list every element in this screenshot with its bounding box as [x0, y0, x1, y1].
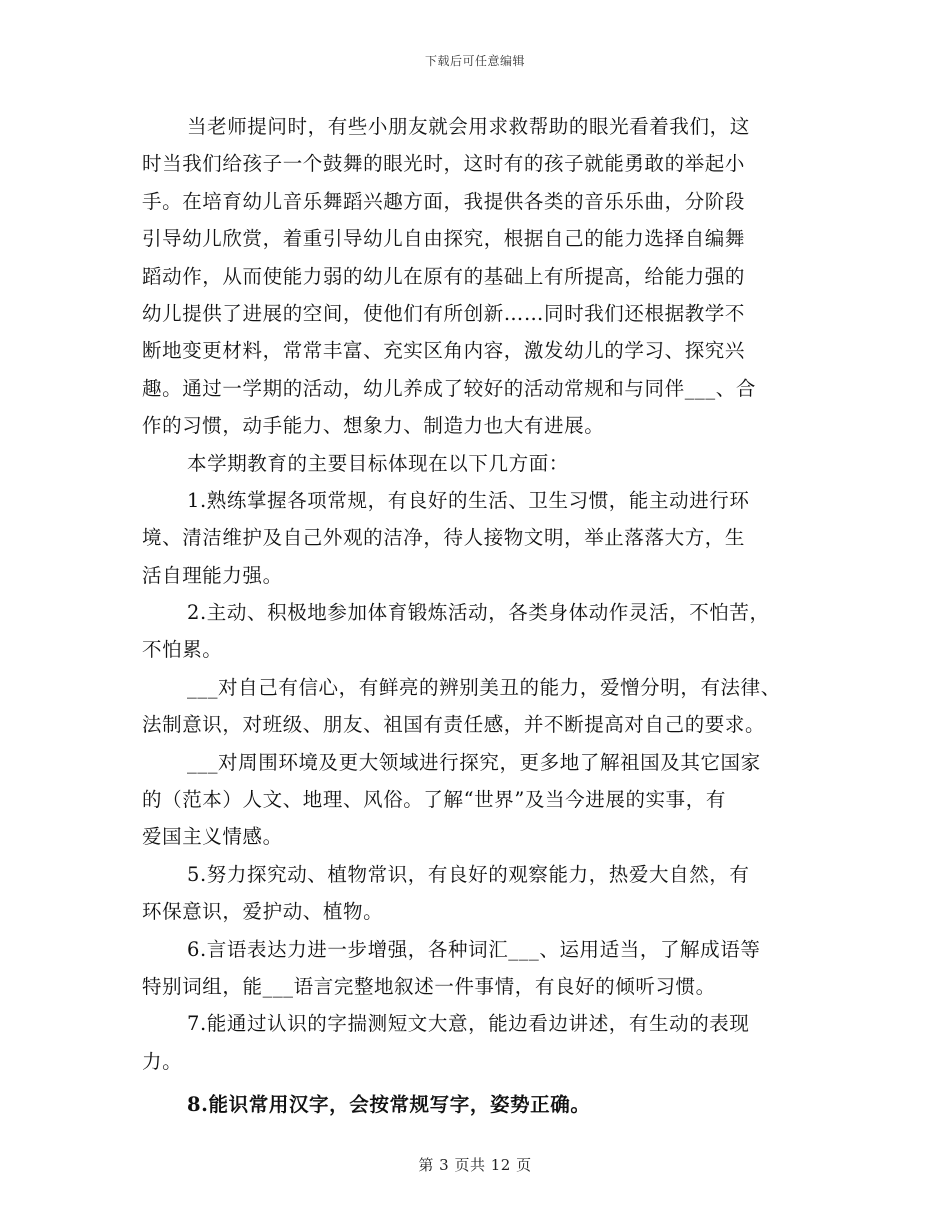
goal-item-8: [142, 1086, 804, 1123]
text-line: 不怕累。: [142, 638, 223, 662]
text-line: 法制意识，对班级、朋友、祖国有责任感，并不断提高对自己的要求。: [142, 713, 766, 737]
text-line: 2.主动、积极地参加体育锻炼活动，各类身体动作灵活，不怕苦，: [187, 601, 770, 625]
goal-item-1: [142, 482, 804, 594]
text-line: 5.努力探究动、植物常识，有良好的观察能力，热爱大自然，有: [187, 862, 750, 886]
text-line: 1.熟练掌握各项常规，有良好的生活、卫生习惯，能主动进行环: [187, 488, 750, 512]
text-line: 活自理能力强。: [142, 563, 283, 587]
text-line: 手。在培育幼儿音乐舞蹈兴趣方面，我提供各类的音乐乐曲，分阶段: [142, 189, 746, 213]
text-line: ___对周围环境及更大领域进行探究，更多地了解祖国及其它国家: [187, 750, 761, 774]
document-body: [142, 108, 804, 1124]
text-line: 的（范本）人文、地理、风俗。了解“世界”及当今进展的实事，有: [142, 788, 726, 812]
text-line: 爱国主义情感。: [142, 825, 283, 849]
text-line: 特别词组，能___语言完整地叙述一件事情，有良好的倾听习惯。: [142, 974, 716, 998]
paragraph-goals-intro: [142, 445, 804, 482]
text-line: 6.言语表达力进一步增强，各种词汇___、运用适当，了解成语等: [187, 937, 761, 961]
text-line: 趣。通过一学期的活动，幼儿养成了较好的活动常规和与同伴___、合: [142, 376, 756, 400]
goal-item-4: [142, 744, 804, 856]
goal-item-2: [142, 594, 804, 669]
text-line: 环保意识，爱护动、植物。: [142, 900, 384, 924]
text-line: 当老师提问时，有些小朋友就会用求救帮助的眼光看着我们，这: [187, 115, 750, 138]
paragraph-teacher-questions: [142, 108, 804, 445]
text-line: 引导幼儿欣赏，着重引导幼儿自由探究，根据自己的能力选择自编舞: [142, 227, 746, 251]
page-header: 下载后可任意编辑: [424, 54, 525, 68]
text-line: 幼儿提供了进展的空间，使他们有所创新……同时我们还根据教学不: [142, 301, 746, 325]
text-line: 境、清洁维护及自己外观的洁净，待人接物文明，举止落落大方，生: [142, 526, 746, 550]
goal-item-5: [142, 856, 804, 931]
text-line: 本学期教育的主要目标体现在以下几方面：: [187, 451, 569, 475]
text-line: 力。: [142, 1049, 183, 1073]
text-line: 断地变更材料，常常丰富、充实区角内容，激发幼儿的学习、探究兴: [142, 339, 746, 363]
text-line: ___对自己有信心，有鲜亮的辨别美丑的能力，爱憎分明，有法律、: [187, 675, 781, 699]
goal-item-6: [142, 931, 804, 1006]
goal-item-7: [142, 1005, 804, 1080]
goal-item-3: [142, 669, 804, 744]
text-line: 7.能通过认识的字揣测短文大意，能边看边讲述，有生动的表现: [187, 1012, 750, 1036]
text-line-bold: 8.能识常用汉字，会按常规写字，姿势正确。: [187, 1093, 591, 1117]
text-line: 蹈动作，从而使能力弱的幼儿在原有的基础上有所提高，给能力强的: [142, 264, 746, 288]
page-footer: 第 3 页共 12 页: [418, 1156, 532, 1174]
text-line: 时当我们给孩子一个鼓舞的眼光时，这时有的孩子就能勇敢的举起小: [142, 152, 746, 176]
text-line: 作的习惯，动手能力、想象力、制造力也大有进展。: [142, 414, 605, 438]
